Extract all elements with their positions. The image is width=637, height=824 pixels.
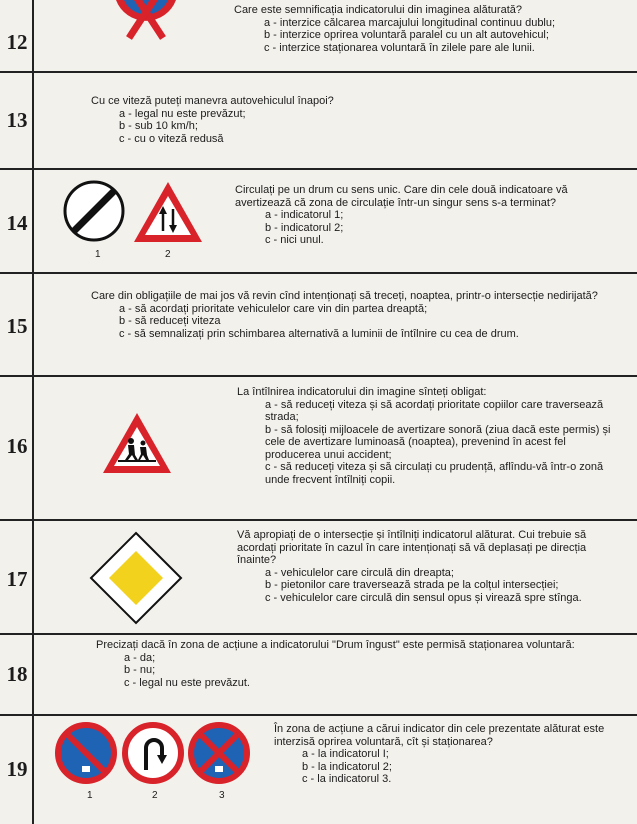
question-block xyxy=(91,95,491,145)
answer-option[interactable]: b - interzice oprirea voluntară paralel cu un alt autovehicul; xyxy=(264,29,549,41)
answer-option[interactable]: c - să reduceți viteza și să circulați cu prudență, aflîndu-vă într-o zonă unde frecvent întîlniți copii. xyxy=(265,461,604,486)
question-text: Care este semnificația indicatorului din imaginea alăturată? xyxy=(234,4,522,16)
answer-option[interactable]: b - nu; xyxy=(124,664,156,676)
sign-caption: 2 xyxy=(165,249,171,260)
question-block xyxy=(234,4,624,54)
question-block xyxy=(96,639,611,689)
answer-option[interactable]: c - să semnalizați prin schimbarea alternativă a luminii de întîlnire cu cea de drum. xyxy=(119,327,519,340)
answer-option[interactable]: c - cu o viteză redusă xyxy=(119,132,224,145)
question-number: 12 xyxy=(6,30,28,54)
row-divider xyxy=(0,519,637,521)
question-block xyxy=(235,184,610,247)
question-number: 15 xyxy=(6,314,28,338)
question-block xyxy=(274,723,619,786)
question-text: Precizați dacă în zona de acțiune a indicatorului "Drum îngust" este permisă staționarea voluntară: xyxy=(96,639,575,651)
answer-option[interactable]: a - interzice călcarea marcajului longitudinal continuu dublu; xyxy=(264,16,556,29)
answer-option[interactable]: a - să acordați prioritate vehiculelor care vin din partea dreaptă; xyxy=(119,302,428,315)
row-divider xyxy=(0,168,637,170)
question-number: 14 xyxy=(6,211,28,235)
answer-option[interactable]: a - la indicatorul I; xyxy=(302,748,389,760)
sign-caption: 1 xyxy=(87,790,93,801)
answer-option[interactable]: b - să folosiți mijloacele de avertizare sonoră (ziua dacă este permis) și cele de avertizare luminoasă (noaptea), prevenind în acest fel producerea unui accident; xyxy=(265,423,611,461)
question-number: 16 xyxy=(6,434,28,458)
answer-option[interactable]: c - legal nu este prevăzut. xyxy=(124,676,250,689)
sign-caption: 2 xyxy=(152,790,158,801)
answer-option[interactable]: c - nici unul. xyxy=(265,234,324,246)
answer-option[interactable]: c - la indicatorul 3. xyxy=(302,773,392,785)
row-divider xyxy=(0,714,637,716)
sign-caption: 1 xyxy=(95,249,101,260)
answer-option[interactable]: c - interzice staționarea voluntară în zilele pare ale lunii. xyxy=(264,41,535,54)
children-crossing-warning-icon xyxy=(100,410,174,481)
answer-option[interactable]: b - pietonilor care traversează strada pe la colțul intersecției; xyxy=(265,579,559,591)
question-number: 17 xyxy=(6,567,28,591)
question-block xyxy=(237,529,613,604)
no-parking-icon xyxy=(55,722,117,789)
answer-option[interactable]: a - să reduceți viteza și să acordați prioritate copiilor care traversează strada; xyxy=(265,398,604,423)
priority-road-icon xyxy=(89,531,183,630)
question-text: În zona de acțiune a cărui indicator din cele prezentate alăturat este interzisă oprirea voluntară, cît și staționarea? xyxy=(274,723,605,748)
no-stopping-icon xyxy=(188,722,250,789)
question-text: Vă apropiați de o intersecție și întîlniți indicatorul alăturat. Cui trebuie să acordați prioritate în cazul în care intenționați să vă deplasați pe direcția înainte? xyxy=(237,529,587,566)
answer-option[interactable]: b - să reduceți viteza xyxy=(119,315,221,327)
no-u-turn-icon xyxy=(122,722,184,789)
question-number: 19 xyxy=(6,757,28,781)
row-divider xyxy=(0,71,637,73)
question-text: Cu ce viteză puteți manevra autovehiculul înapoi? xyxy=(91,95,334,107)
answer-option[interactable]: b - sub 10 km/h; xyxy=(119,120,198,132)
answer-option[interactable]: a - legal nu este prevăzut; xyxy=(119,107,246,120)
no-parking-even-days-icon xyxy=(113,0,179,67)
answer-option[interactable]: b - la indicatorul 2; xyxy=(302,760,392,773)
two-way-traffic-warning-icon xyxy=(131,179,205,250)
question-number: 18 xyxy=(6,662,28,686)
question-text: Care din obligațiile de mai jos vă revin cînd intenționați să treceți, noaptea, printr-o intersecție nedirijată? xyxy=(91,290,598,302)
question-block xyxy=(91,290,606,340)
answer-option[interactable]: c - vehiculelor care circulă din sensul opus și virează spre stînga. xyxy=(265,591,582,604)
row-divider xyxy=(0,272,637,274)
end-of-restrictions-icon xyxy=(62,179,126,248)
question-block xyxy=(237,386,617,486)
row-divider xyxy=(0,375,637,377)
answer-option[interactable]: b - indicatorul 2; xyxy=(265,221,344,234)
question-text: La întîlnirea indicatorului din imagine sînteți obligat: xyxy=(237,386,487,398)
question-text: Circulați pe un drum cu sens unic. Care din cele două indicatoare vă avertizează că zona de circulație într-un singur sens s-a terminat? xyxy=(235,184,568,209)
answer-option[interactable]: a - vehiculelor care circulă din dreapta; xyxy=(265,566,454,579)
answer-option[interactable]: a - indicatorul 1; xyxy=(265,209,344,221)
question-number: 13 xyxy=(6,108,28,132)
sign-caption: 3 xyxy=(219,790,225,801)
row-divider xyxy=(0,633,637,635)
answer-option[interactable]: a - da; xyxy=(124,651,156,664)
